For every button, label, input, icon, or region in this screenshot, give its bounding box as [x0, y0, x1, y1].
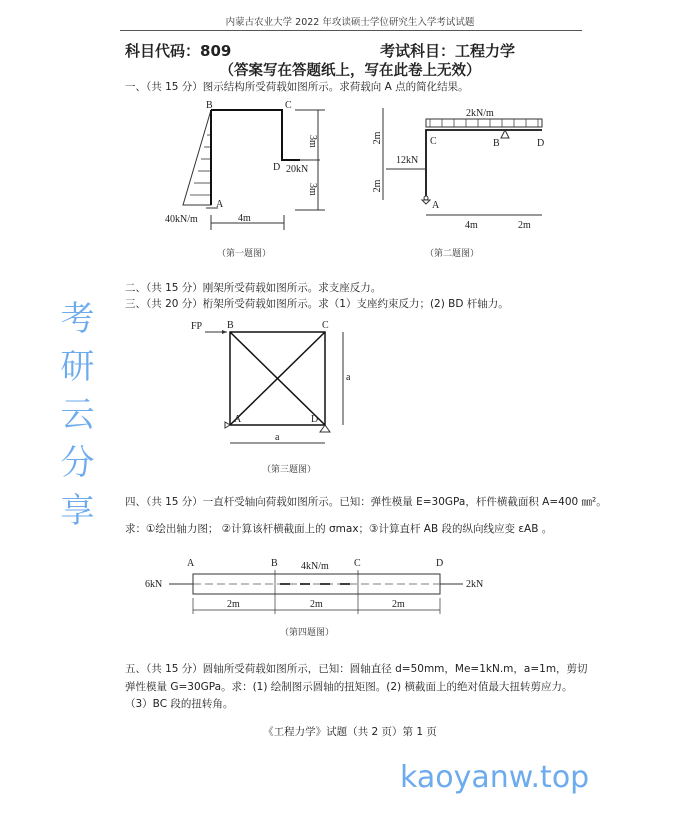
question-3: 三、（共 20 分）桁架所受荷载如图所示。求（1）支座约束反力；(2) BD 杆轴力。 [125, 298, 509, 310]
watermark-url: kaoyanw.top [400, 760, 590, 795]
fig4-right-load: 2kN [466, 579, 484, 590]
question-5-line-3: （3）BC 段的扭转角。 [125, 698, 234, 710]
question-1: 一、（共 15 分）图示结构所受荷载如图所示。求荷载向 A 点的简化结果。 [125, 81, 469, 93]
fig4-label-d: D [436, 558, 444, 569]
figure-1 [150, 95, 350, 260]
fig2-point-load: 12kN [396, 155, 419, 166]
answer-notice: （答案写在答题纸上，写在此卷上无效） [219, 63, 481, 79]
fig4-left-load: 6kN [145, 579, 163, 590]
fig3-dim-h: a [275, 432, 280, 443]
subject-name: 考试科目：工程力学 [380, 42, 516, 60]
fig3-caption: （第三题图） [262, 465, 317, 475]
fig3-label-d: D [311, 414, 319, 425]
fig1-label-b: B [206, 100, 213, 111]
fig4-dim-cd: 2m [392, 599, 405, 610]
subject-code: 科目代码：809 [125, 42, 232, 60]
fig4-label-b: B [271, 558, 278, 569]
fig1-point-load: 20kN [286, 164, 309, 175]
question-5-line-1: 五、（共 15 分）圆轴所受荷载如图所示，已知：圆轴直径 d=50mm，Me=1kN.m，a=1m，剪切 [125, 663, 588, 675]
fig4-caption: （第四题图） [280, 628, 335, 638]
fig4-label-a: A [187, 558, 195, 569]
fig1-dim-4m: 4m [238, 213, 251, 224]
figure-3 [185, 318, 355, 458]
fig2-dim-2m: 2m [518, 220, 531, 231]
fig3-label-a: A [234, 414, 242, 425]
fig1-dim-3m-top: 3m [307, 135, 318, 148]
fig3-label-b: B [227, 320, 234, 331]
question-4-line-1: 四、（共 15 分）一直杆受轴向荷载如图所示。已知：弹性模量 E=30GPa，杆件横截面积 A=400 ㎜²。 [125, 496, 607, 508]
page-footer: 《工程力学》试题（共 2 页）第 1 页 [263, 726, 437, 738]
fig4-dim-bc: 2m [310, 599, 323, 610]
fig2-dim-4m: 4m [465, 220, 478, 231]
fig3-label-c: C [322, 320, 329, 331]
watermark-cn: 考研云分享 [54, 300, 94, 540]
fig2-dist-load: 2kN/m [466, 108, 494, 119]
fig1-label-d: D [273, 162, 281, 173]
header-rule [120, 30, 582, 31]
fig1-label-a: A [216, 199, 224, 210]
fig2-label-a: A [432, 200, 440, 211]
fig4-dist-load: 4kN/m [301, 561, 329, 572]
fig4-label-c: C [354, 558, 361, 569]
question-5-line-2: 弹性模量 G=30GPa。求：(1) 绘制图示圆轴的扭矩图。(2) 横截面上的绝对值最大扭转剪应力。 [125, 681, 573, 693]
fig2-dim-2m-bottom: 2m [372, 179, 383, 193]
fig1-dim-3m-bottom: 3m [307, 183, 318, 196]
fig1-caption: （第一题图） [217, 249, 272, 259]
figure-4 [145, 552, 505, 622]
fig2-label-d: D [537, 138, 545, 149]
figure-2 [370, 100, 560, 240]
fig2-label-c: C [430, 136, 437, 147]
fig1-label-c: C [285, 100, 292, 111]
exam-header: 内蒙古农业大学 2022 年攻读硕士学位研究生入学考试试题 [225, 17, 475, 28]
fig3-dim-v: a [346, 372, 351, 383]
fig4-dim-ab: 2m [227, 599, 240, 610]
fig3-force: FP [191, 321, 203, 332]
question-2: 二、（共 15 分）刚架所受荷载如图所示。求支座反力。 [125, 282, 382, 294]
fig2-dim-2m-top: 2m [372, 131, 383, 145]
fig1-dist-load: 40kN/m [165, 214, 198, 225]
question-4-line-2: 求：①绘出轴力图； ②计算该杆横截面上的 σmax；③计算直杆 AB 段的纵向线应变 εAB 。 [125, 523, 553, 535]
fig2-caption: （第二题图） [425, 249, 480, 259]
fig2-label-b: B [493, 138, 500, 149]
